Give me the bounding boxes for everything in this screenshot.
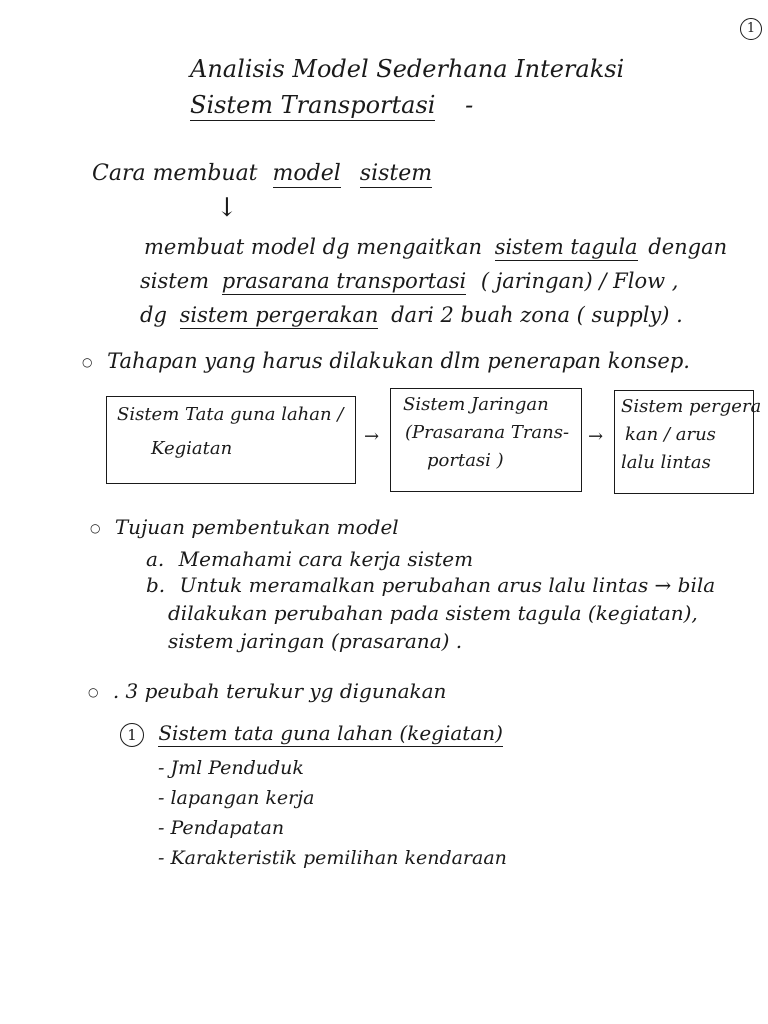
- section-heading-cara: [92, 162, 432, 186]
- description-text: dg: [140, 303, 167, 327]
- tujuan-heading-line: [90, 516, 399, 538]
- page-title-line-1: Analisis Model Sederhana Interaksi: [190, 55, 625, 83]
- flow-box-pergerakan: [614, 390, 762, 494]
- bullet-icon: ○: [82, 354, 93, 369]
- description-underlined: sistem pergerakan: [179, 303, 379, 327]
- section-heading-word-model: model: [272, 161, 341, 186]
- flow-box-2-line-1: Sistem Jaringan: [403, 394, 549, 415]
- flow-arrow-1: →: [364, 426, 380, 447]
- flow-box-jaringan: [390, 388, 582, 492]
- bullet-icon: ○: [90, 520, 101, 535]
- tujuan-item-b-line-2: dilakukan perubahan pada sistem tagula (kegiatan),: [168, 601, 698, 625]
- down-arrow: ↓: [216, 193, 238, 223]
- list-label: b.: [146, 573, 166, 597]
- page-number: 1: [740, 18, 762, 40]
- tujuan-heading: Tujuan pembentukan model: [114, 515, 399, 539]
- description-text: ( jaringan) / Flow ,: [480, 269, 679, 293]
- description-text: dari 2 buah zona ( supply) .: [391, 303, 683, 327]
- peubah-heading-line: [88, 680, 446, 702]
- tahapan-text: Tahapan yang harus dilakukan dlm penerapan konsep.: [107, 349, 690, 373]
- peubah-item-1: [120, 722, 503, 747]
- flow-box-1-line-2: Kegiatan: [151, 438, 233, 459]
- numbered-circle-icon: 1: [120, 723, 144, 747]
- list-item: - lapangan kerja: [158, 787, 315, 809]
- description-text: dengan: [648, 235, 728, 259]
- peubah-heading: . 3 peubah terukur yg digunakan: [112, 679, 447, 703]
- description-line-2: [140, 270, 678, 293]
- flow-box-2-line-3: portasi ): [427, 450, 504, 471]
- section-heading-word-sistem: sistem: [359, 161, 433, 186]
- list-text: Memahami cara kerja sistem: [178, 547, 474, 571]
- bullet-icon: ○: [88, 684, 99, 699]
- description-underlined: prasarana transportasi: [221, 269, 467, 293]
- tujuan-item-b: [146, 574, 715, 596]
- description-text: sistem: [140, 269, 210, 293]
- tujuan-item-a: [146, 548, 473, 570]
- flow-box-tataguna: [106, 396, 356, 484]
- list-item: - Jml Penduduk: [158, 757, 304, 779]
- tahapan-line: [82, 350, 690, 373]
- description-line-3: [140, 304, 683, 327]
- flow-box-3-line-3: lalu lintas: [621, 452, 711, 473]
- flow-box-3-line-2: kan / arus: [625, 424, 716, 445]
- flow-box-1-line-1: Sistem Tata guna lahan /: [117, 404, 344, 425]
- description-underlined: sistem tagula: [494, 235, 638, 259]
- page-title-line-2-wrap: [190, 92, 473, 118]
- flow-arrow-2: →: [588, 426, 604, 447]
- list-text: Untuk meramalkan perubahan arus lalu lintas → bila: [179, 573, 716, 597]
- description-line-1: [144, 236, 727, 259]
- tujuan-item-b-line-3: sistem jaringan (prasarana) .: [168, 629, 463, 653]
- description-text: membuat model dg mengaitkan: [144, 235, 482, 259]
- list-label: a.: [146, 547, 165, 571]
- flow-box-3-line-1: Sistem pergera: [621, 396, 762, 417]
- page-title-line-2: Sistem Transportasi: [190, 91, 436, 119]
- list-item: - Pendapatan: [158, 817, 285, 839]
- list-item: - Karakteristik pemilihan kendaraan: [158, 847, 507, 869]
- section-heading-prefix: Cara membuat: [92, 161, 258, 186]
- page-title-suffix: -: [465, 91, 474, 119]
- flow-box-2-line-2: (Prasarana Trans-: [405, 422, 570, 443]
- peubah-item-1-title: Sistem tata guna lahan (kegiatan): [158, 721, 503, 745]
